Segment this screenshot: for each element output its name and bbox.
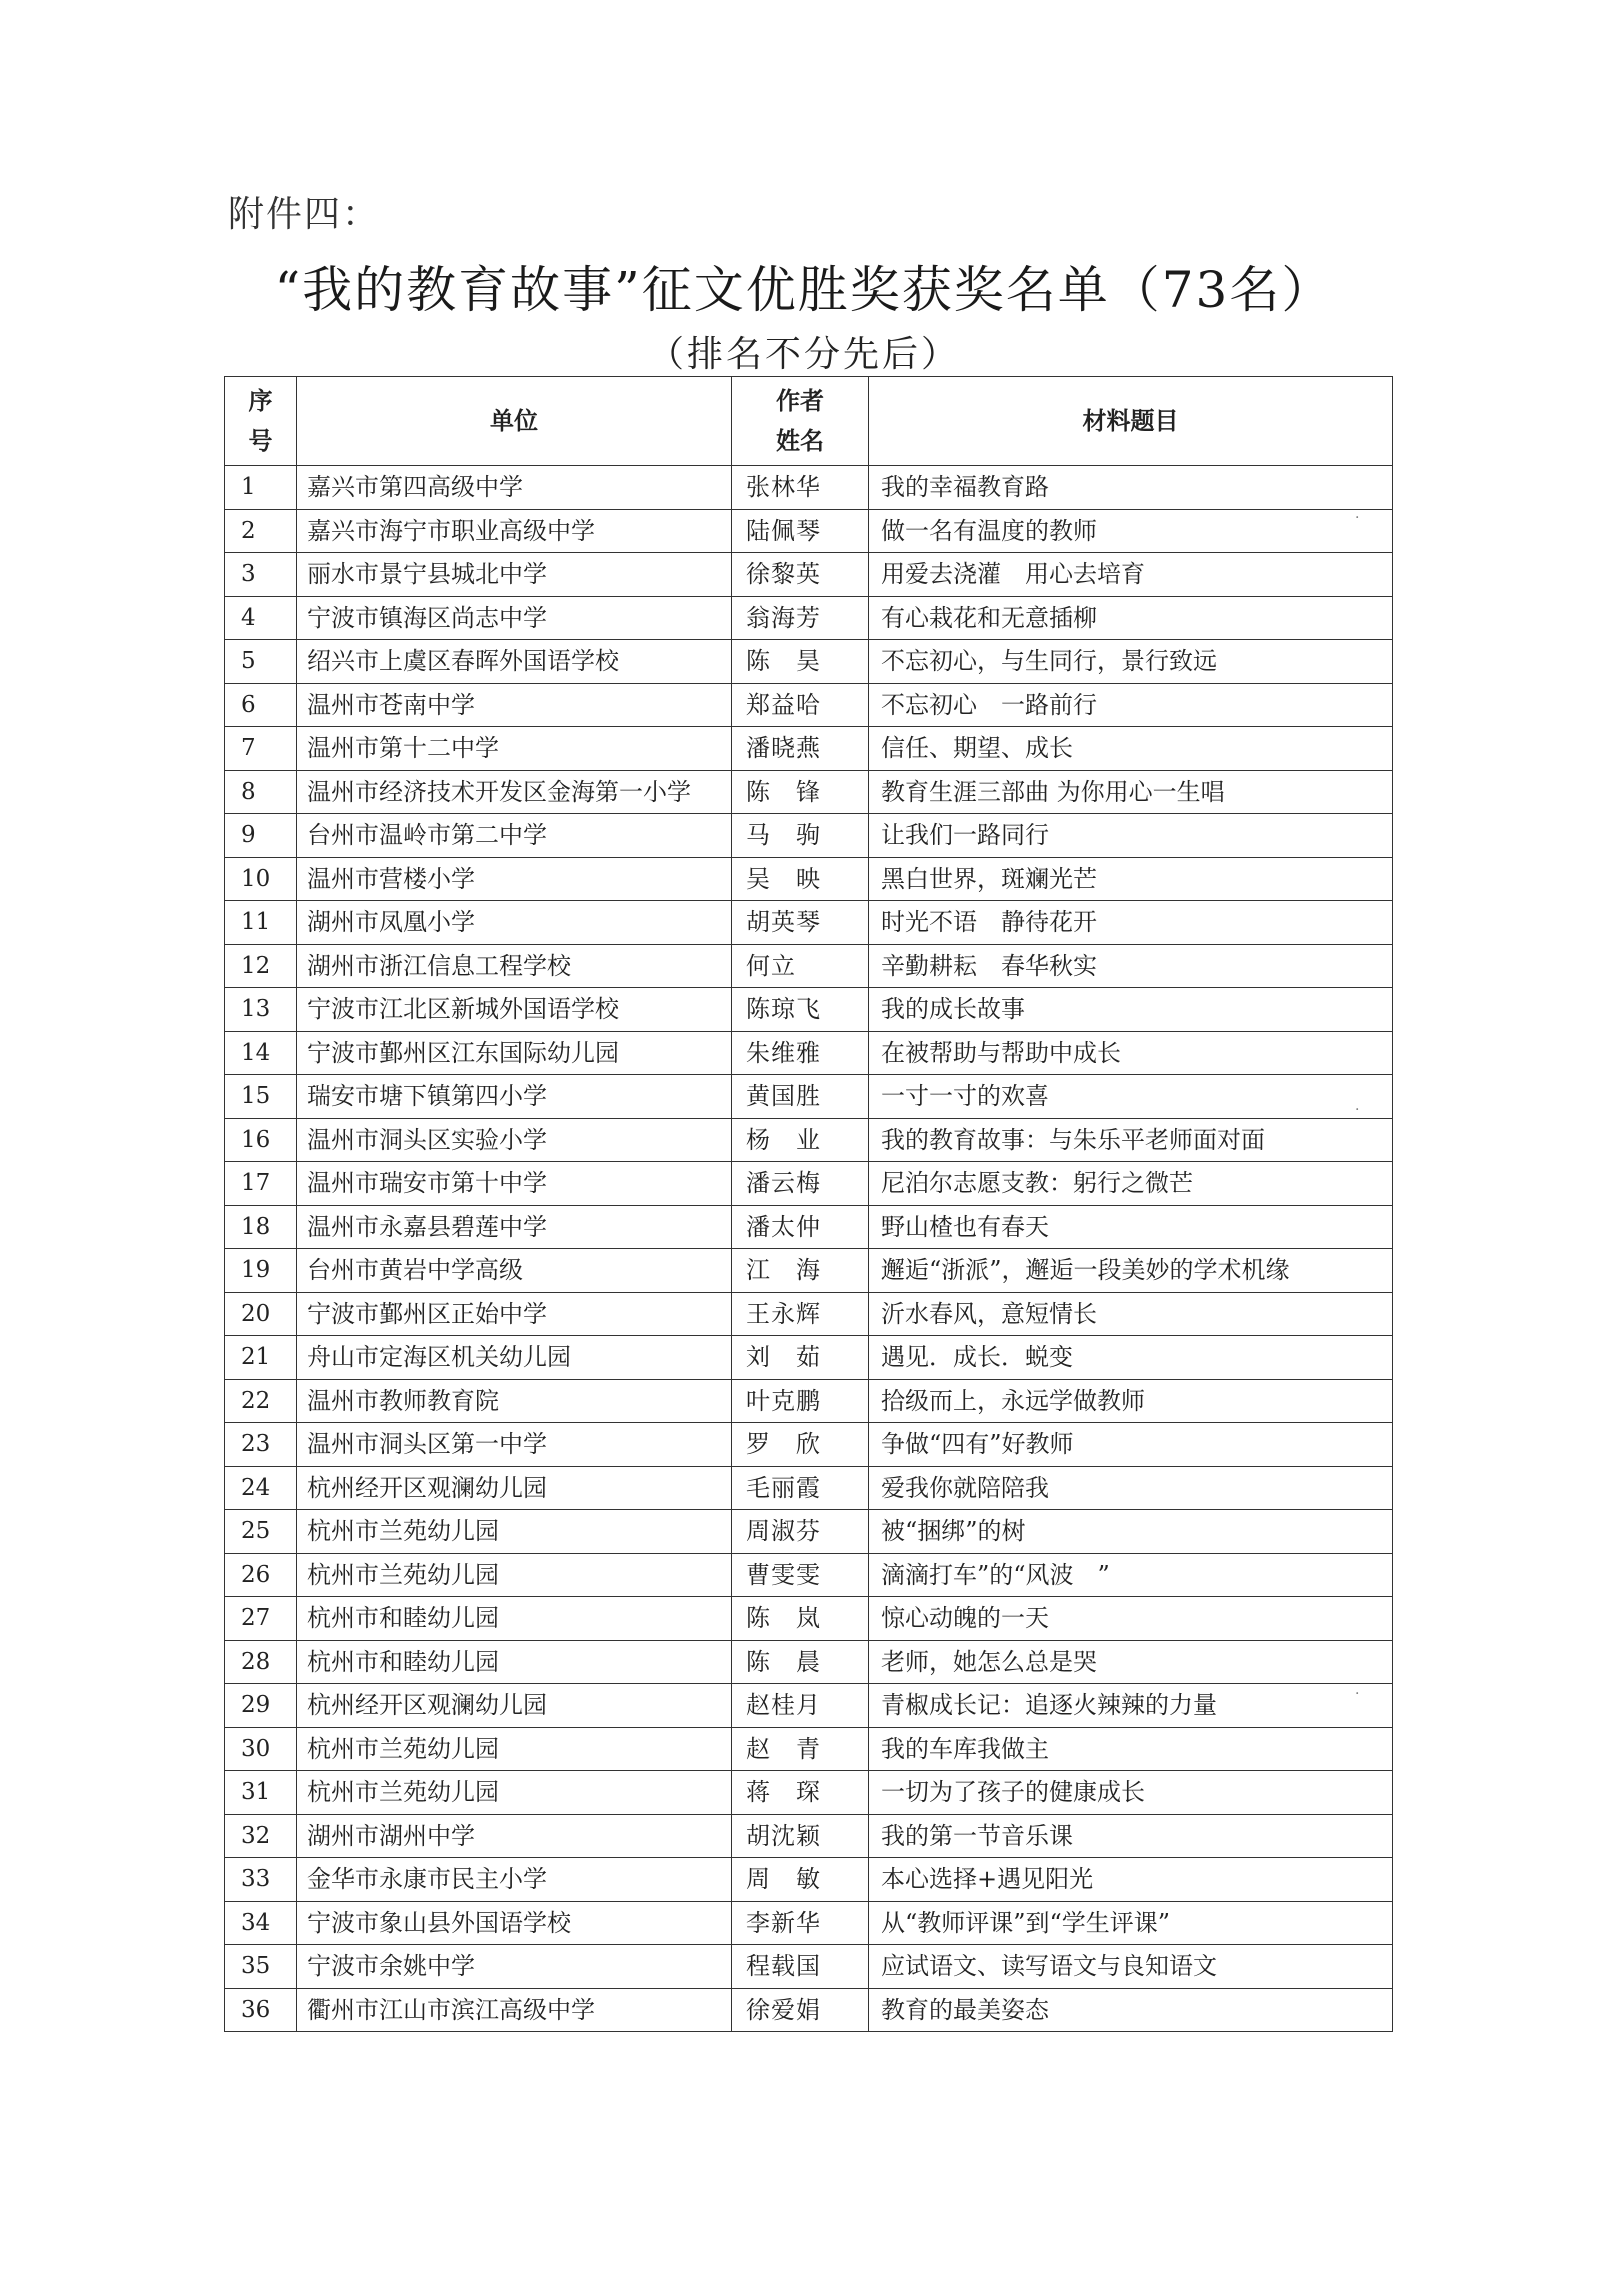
row-unit: 瑞安市塘下镇第四小学 (297, 1075, 732, 1119)
row-author: 黄国胜 (732, 1075, 869, 1119)
row-author: 陆佩琴 (732, 509, 869, 553)
row-topic: 争做“四有”好教师 (869, 1423, 1393, 1467)
row-topic: 拾级而上，永远学做教师 (869, 1379, 1393, 1423)
row-topic: 用爱去浇灌 用心去培育 (869, 553, 1393, 597)
row-number: 26 (225, 1553, 297, 1597)
row-author: 陈琼飞 (732, 988, 869, 1032)
table-row (225, 1640, 1393, 1684)
row-number: 36 (225, 1988, 297, 2032)
row-topic: 信任、期望、成长 (869, 727, 1393, 771)
row-unit: 宁波市江北区新城外国语学校 (297, 988, 732, 1032)
row-author: 徐黎英 (732, 553, 869, 597)
row-number: 13 (225, 988, 297, 1032)
row-number: 27 (225, 1597, 297, 1641)
row-topic: 教育的最美姿态 (869, 1988, 1393, 2032)
table-row (225, 1510, 1393, 1554)
row-unit: 温州市瑞安市第十中学 (297, 1162, 732, 1206)
table-row (225, 1901, 1393, 1945)
table-body (225, 466, 1393, 2032)
row-number: 34 (225, 1901, 297, 1945)
row-author: 程载国 (732, 1945, 869, 1989)
row-number: 11 (225, 901, 297, 945)
table-row (225, 770, 1393, 814)
row-number: 15 (225, 1075, 297, 1119)
table-row (225, 683, 1393, 727)
row-topic: 爱我你就陪陪我 (869, 1466, 1393, 1510)
row-unit: 丽水市景宁县城北中学 (297, 553, 732, 597)
row-topic: 沂水春风，意短情长 (869, 1292, 1393, 1336)
table-row (225, 1205, 1393, 1249)
row-unit: 宁波市余姚中学 (297, 1945, 732, 1989)
row-unit: 宁波市鄞州区正始中学 (297, 1292, 732, 1336)
row-author: 潘云梅 (732, 1162, 869, 1206)
row-topic: 做一名有温度的教师 (869, 509, 1393, 553)
row-number: 30 (225, 1727, 297, 1771)
row-author: 朱维雅 (732, 1031, 869, 1075)
row-topic: 滴滴打车”的“风波 ” (869, 1553, 1393, 1597)
table-row (225, 1814, 1393, 1858)
row-number: 25 (225, 1510, 297, 1554)
row-topic: 不忘初心，与生同行，景行致远 (869, 640, 1393, 684)
row-unit: 杭州经开区观澜幼儿园 (297, 1684, 732, 1728)
row-author: 罗 欣 (732, 1423, 869, 1467)
row-unit: 舟山市定海区机关幼儿园 (297, 1336, 732, 1380)
row-author: 郑益哈 (732, 683, 869, 727)
row-topic: 我的车库我做主 (869, 1727, 1393, 1771)
row-topic: 教育生涯三部曲 为你用心一生唱 (869, 770, 1393, 814)
table-row (225, 509, 1393, 553)
row-unit: 湖州市凤凰小学 (297, 901, 732, 945)
table-row (225, 988, 1393, 1032)
row-topic: 遇见．成长．蜕变 (869, 1336, 1393, 1380)
document-title: “我的教育故事”征文优胜奖获奖名单（73名） (274, 261, 1334, 319)
row-topic: 辛勤耕耘 春华秋实 (869, 944, 1393, 988)
header-author-line1: 作者 (776, 386, 824, 415)
row-number: 24 (225, 1466, 297, 1510)
row-unit: 温州市洞头区实验小学 (297, 1118, 732, 1162)
table-row (225, 727, 1393, 771)
row-topic: 本心选择+遇见阳光 (869, 1858, 1393, 1902)
row-author: 王永辉 (732, 1292, 869, 1336)
header-no-line1: 序 (248, 386, 273, 415)
row-number: 6 (225, 683, 297, 727)
row-unit: 温州市营楼小学 (297, 857, 732, 901)
header-row (225, 377, 1393, 466)
row-number: 19 (225, 1249, 297, 1293)
row-unit: 温州市苍南中学 (297, 683, 732, 727)
row-number: 1 (225, 466, 297, 510)
row-number: 8 (225, 770, 297, 814)
row-unit: 台州市黄岩中学高级 (297, 1249, 732, 1293)
row-number: 31 (225, 1771, 297, 1815)
row-number: 18 (225, 1205, 297, 1249)
table-row (225, 1945, 1393, 1989)
row-number: 4 (225, 596, 297, 640)
row-number: 10 (225, 857, 297, 901)
scan-speck: · (1355, 510, 1360, 526)
row-unit: 温州市第十二中学 (297, 727, 732, 771)
row-topic: 黑白世界，斑斓光芒 (869, 857, 1393, 901)
row-unit: 嘉兴市海宁市职业高级中学 (297, 509, 732, 553)
scan-speck: · (1355, 1102, 1360, 1118)
row-unit: 杭州市兰苑幼儿园 (297, 1510, 732, 1554)
row-unit: 衢州市江山市滨江高级中学 (297, 1988, 732, 2032)
table-row (225, 1379, 1393, 1423)
table-row (225, 1553, 1393, 1597)
row-number: 7 (225, 727, 297, 771)
table-row (225, 1684, 1393, 1728)
table-row (225, 1466, 1393, 1510)
row-topic: 一寸一寸的欢喜 (869, 1075, 1393, 1119)
row-number: 20 (225, 1292, 297, 1336)
row-topic: 被“捆绑”的树 (869, 1510, 1393, 1554)
attachment-label: 附件四： (228, 194, 381, 235)
header-author (732, 377, 869, 466)
row-topic: 让我们一路同行 (869, 814, 1393, 858)
table-row (225, 1336, 1393, 1380)
row-author: 潘晓燕 (732, 727, 869, 771)
scan-speck: · (1355, 1686, 1360, 1702)
table-row (225, 1292, 1393, 1336)
table-row (225, 466, 1393, 510)
row-topic: 时光不语 静待花开 (869, 901, 1393, 945)
table-row (225, 944, 1393, 988)
row-topic: 我的成长故事 (869, 988, 1393, 1032)
table-row (225, 1858, 1393, 1902)
header-no (225, 377, 297, 466)
row-unit: 嘉兴市第四高级中学 (297, 466, 732, 510)
row-topic: 在被帮助与帮助中成长 (869, 1031, 1393, 1075)
row-topic: 邂逅“浙派”，邂逅一段美妙的学术机缘 (869, 1249, 1393, 1293)
row-number: 14 (225, 1031, 297, 1075)
row-unit: 绍兴市上虞区春晖外国语学校 (297, 640, 732, 684)
row-unit: 杭州市兰苑幼儿园 (297, 1771, 732, 1815)
row-author: 周 敏 (732, 1858, 869, 1902)
table-row (225, 1118, 1393, 1162)
row-unit: 湖州市湖州中学 (297, 1814, 732, 1858)
row-unit: 温州市洞头区第一中学 (297, 1423, 732, 1467)
row-number: 32 (225, 1814, 297, 1858)
table-row (225, 1031, 1393, 1075)
row-topic: 不忘初心 一路前行 (869, 683, 1393, 727)
row-number: 22 (225, 1379, 297, 1423)
header-unit: 单位 (297, 377, 732, 466)
table-row (225, 901, 1393, 945)
row-author: 陈 晨 (732, 1640, 869, 1684)
row-author: 毛丽霞 (732, 1466, 869, 1510)
row-number: 28 (225, 1640, 297, 1684)
award-list-table (224, 376, 1393, 2032)
row-author: 翁海芳 (732, 596, 869, 640)
row-unit: 宁波市镇海区尚志中学 (297, 596, 732, 640)
row-author: 陈 锋 (732, 770, 869, 814)
header-author-line2: 姓名 (776, 426, 824, 455)
table-header (225, 377, 1393, 466)
table-row (225, 640, 1393, 684)
table-row (225, 553, 1393, 597)
row-topic: 应试语文、读写语文与良知语文 (869, 1945, 1393, 1989)
row-topic: 惊心动魄的一天 (869, 1597, 1393, 1641)
table-row (225, 1727, 1393, 1771)
table-row (225, 596, 1393, 640)
row-author: 杨 业 (732, 1118, 869, 1162)
row-number: 5 (225, 640, 297, 684)
row-unit: 杭州市和睦幼儿园 (297, 1640, 732, 1684)
row-unit: 台州市温岭市第二中学 (297, 814, 732, 858)
table-row (225, 1771, 1393, 1815)
row-topic: 尼泊尔志愿支教：躬行之微芒 (869, 1162, 1393, 1206)
row-author: 张林华 (732, 466, 869, 510)
row-author: 曹雯雯 (732, 1553, 869, 1597)
row-number: 12 (225, 944, 297, 988)
row-author: 胡英琴 (732, 901, 869, 945)
table-row (225, 1423, 1393, 1467)
row-author: 蒋 琛 (732, 1771, 869, 1815)
row-unit: 湖州市浙江信息工程学校 (297, 944, 732, 988)
table-row (225, 1162, 1393, 1206)
row-author: 潘太仲 (732, 1205, 869, 1249)
row-topic: 老师，她怎么总是哭 (869, 1640, 1393, 1684)
row-author: 李新华 (732, 1901, 869, 1945)
row-author: 江 海 (732, 1249, 869, 1293)
row-unit: 宁波市象山县外国语学校 (297, 1901, 732, 1945)
row-author: 陈 岚 (732, 1597, 869, 1641)
header-topic: 材料题目 (869, 377, 1393, 466)
row-number: 21 (225, 1336, 297, 1380)
table-row (225, 1988, 1393, 2032)
row-unit: 宁波市鄞州区江东国际幼儿园 (297, 1031, 732, 1075)
row-author: 陈 昊 (732, 640, 869, 684)
table-row (225, 814, 1393, 858)
row-number: 23 (225, 1423, 297, 1467)
header-no-line2: 号 (248, 426, 273, 455)
row-author: 叶克鹏 (732, 1379, 869, 1423)
row-topic: 青椒成长记：追逐火辣辣的力量 (869, 1684, 1393, 1728)
table-row (225, 1075, 1393, 1119)
row-number: 9 (225, 814, 297, 858)
row-author: 徐爱娟 (732, 1988, 869, 2032)
row-unit: 温州市经济技术开发区金海第一小学 (297, 770, 732, 814)
row-author: 吴 映 (732, 857, 869, 901)
row-topic: 从“教师评课”到“学生评课” (869, 1901, 1393, 1945)
row-author: 马 驹 (732, 814, 869, 858)
row-unit: 杭州市兰苑幼儿园 (297, 1553, 732, 1597)
row-unit: 杭州市和睦幼儿园 (297, 1597, 732, 1641)
row-author: 胡沈颖 (732, 1814, 869, 1858)
table-row (225, 1249, 1393, 1293)
row-topic: 野山楂也有春天 (869, 1205, 1393, 1249)
row-number: 35 (225, 1945, 297, 1989)
row-author: 赵 青 (732, 1727, 869, 1771)
row-topic: 我的第一节音乐课 (869, 1814, 1393, 1858)
row-author: 周淑芬 (732, 1510, 869, 1554)
row-number: 29 (225, 1684, 297, 1728)
row-number: 3 (225, 553, 297, 597)
row-number: 17 (225, 1162, 297, 1206)
table-row (225, 857, 1393, 901)
row-unit: 温州市永嘉县碧莲中学 (297, 1205, 732, 1249)
row-author: 赵桂月 (732, 1684, 869, 1728)
document-subtitle: （排名不分先后） (647, 334, 960, 375)
row-author: 刘 茹 (732, 1336, 869, 1380)
row-topic: 我的教育故事：与朱乐平老师面对面 (869, 1118, 1393, 1162)
row-number: 33 (225, 1858, 297, 1902)
table-row (225, 1597, 1393, 1641)
row-unit: 金华市永康市民主小学 (297, 1858, 732, 1902)
row-unit: 杭州市兰苑幼儿园 (297, 1727, 732, 1771)
row-author: 何立 (732, 944, 869, 988)
row-topic: 有心栽花和无意插柳 (869, 596, 1393, 640)
row-number: 16 (225, 1118, 297, 1162)
row-unit: 温州市教师教育院 (297, 1379, 732, 1423)
row-number: 2 (225, 509, 297, 553)
row-topic: 一切为了孩子的健康成长 (869, 1771, 1393, 1815)
row-topic: 我的幸福教育路 (869, 466, 1393, 510)
row-unit: 杭州经开区观澜幼儿园 (297, 1466, 732, 1510)
